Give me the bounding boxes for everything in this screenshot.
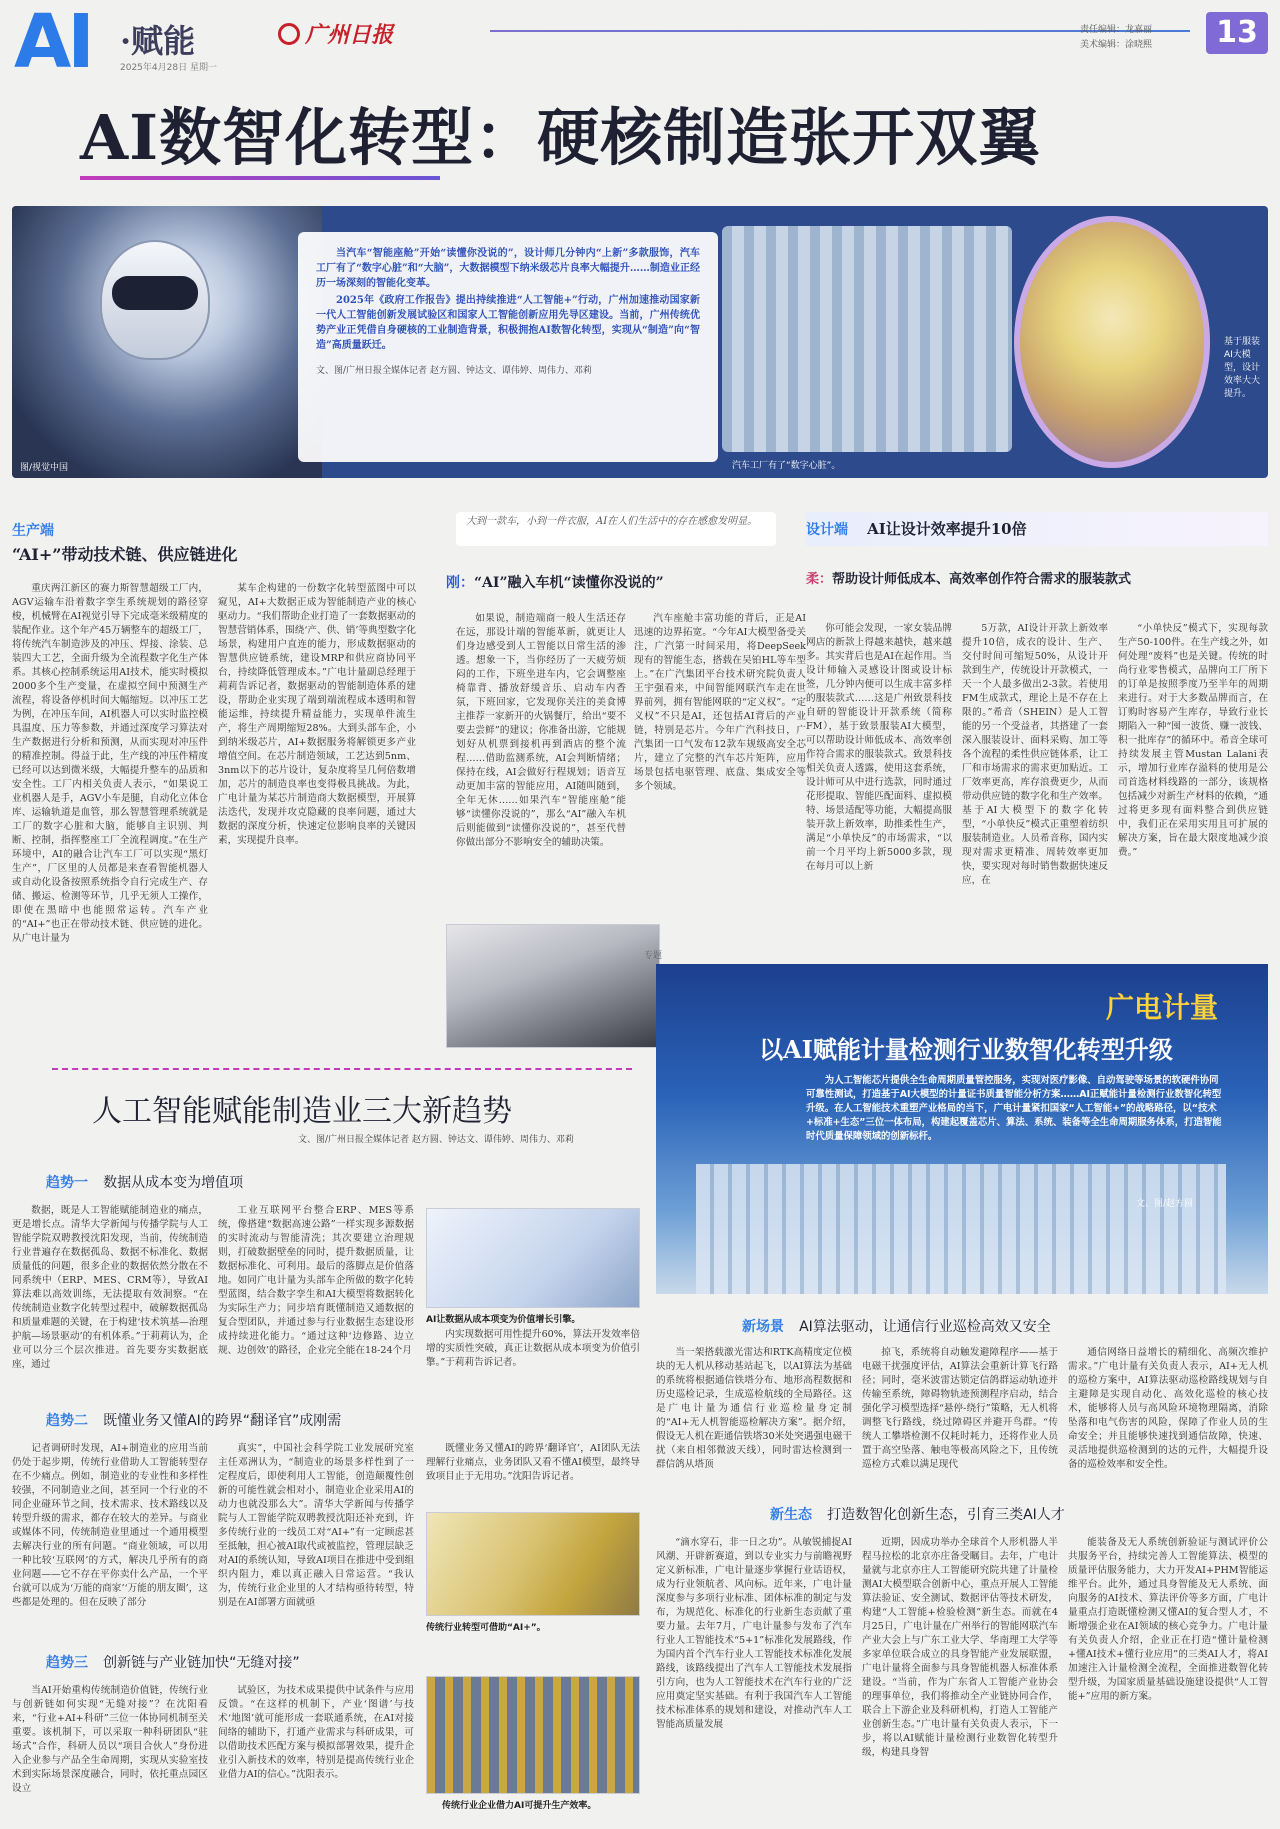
production-col-2: 某车企构建的一份数字化转型蓝图中可以窥见，AI+大数据正成为智能制造产业的核心驱动力。“我们帮助企业打造了一套数据驱动的智慧营销体系，围绕‘产、供、销’等典型数字化场景，构建用户直连的能力，形成数据驱动的智慧供应链系统，建设MRP和供应商协同平台，持续降低管理成本。”广电计量副总经理于莉莉告诉记者，数据驱动的智能制造体系的建设，帮助企业实现了端到端流程成本透明和智能运维，持续提升精益能力，实现单件流生产，将生产周期缩短28%。大到头部车企，小到纳米级芯片，AI+数据服务将解锁更多产业增值空间。在芯片制造领域，工艺达到5nm、3nm以下的芯片设计，复杂度将呈几何倍数增加，芯片的制造良率也变得极具挑战。为此，广电计量为某芯片制造商大数据模型，开展算法迭代，发现并攻克隐藏的良率问题，通过大数据的深度分析，快速定位影响良率的关键因素，实现提升良率。 bbox=[218, 583, 416, 846]
trend-2-title: 既懂业务又懂AI的跨界“翻译官”成刚需 bbox=[103, 1413, 342, 1429]
robot-visor-shape bbox=[112, 276, 198, 310]
lead-byline: 文、图/广州日报全媒体记者 赵方圆、钟达文、谭伟婷、周伟力、邓莉 bbox=[316, 366, 592, 376]
section-name: ·赋能 bbox=[120, 22, 196, 60]
trends-section bbox=[12, 1060, 640, 1825]
car-title-text: “AI”融入车机“读懂你没说的” bbox=[474, 575, 664, 591]
hero-middle-caption: 汽车工厂有了“数字心脏”。 bbox=[732, 461, 841, 471]
trend-1-col-1: 数据，既是人工智能赋能制造业的痛点，更是增长点。清华大学新闻与传播学院与人工智能学院双聘教授沈阳发现，当前，传统制造行业普遍存在数据孤岛、数据不标准化、数据质量低的问题，很多企业的数据依然分散在不同系统中（ERP、MES、CRM等），导致AI算法难以高效训练，无法提取有效洞察。“在传统制造业数字化转型过程中，破解数据孤岛和质量难题的关键，在于构建‘技术筑基—治理护航—场景驱动’的有机体系。”于莉莉认为，企业可以分三个层次推进。首先要夯实数据底座，通过 bbox=[12, 1205, 208, 1370]
lead-paragraph-2: 2025年《政府工作报告》提出持续推进“人工智能+”行动，广州加速推动国家新一代人工智能创新发展试验区和国家人工智能创新应用先导区建设。当前，广州传统优势产业正凭借自身硬核的工业制造背景，积极拥抱AI数智化转型，实现从“制造”向“智造”高质量跃迁。 bbox=[316, 295, 700, 351]
car-title-label: 刚： bbox=[446, 575, 474, 591]
hero-left-caption: 图/视觉中国 bbox=[20, 463, 69, 473]
paper-emblem-icon bbox=[278, 23, 300, 45]
art-editor-credit: 美术编辑：涂晓熙 bbox=[1080, 40, 1153, 50]
trend-1-caption: AI让数据从成本项变为价值增长引擎。 bbox=[426, 1315, 581, 1325]
ribbon-quote: 大到一款车，小到一件衣服，AI在人们生活中的存在感愈发明显。 bbox=[456, 512, 776, 546]
lead-paragraph-1: 当汽车“智能座舱”开始“读懂你没说的”，设计师几分钟内“上新”多款服饰，汽车工厂有了“数字心脏”和“大脑”，大数据模型下纳米级芯片良率大幅提升……制造业正经历一场深刻的智能化变革。 bbox=[316, 248, 700, 289]
grg-title: 以AI赋能计量检测行业数智化转型升级 bbox=[759, 1035, 1173, 1064]
car-col-2: 汽车座舱丰富功能的背后，正是AI迅速的边界拓宽。“今年AI大模型备受关注，广汽第一时间采用，将DeepSeek现有的智能生态，搭载在吴铂HL等车型上。”在广汽集团平台技术研究院负责人王宇强看来，中间智能网联汽车走在世界前列，拥有智能网联的“定义权”。“定义权”不只是AI，还包括AI背后的产业链，特别是芯片。今年广汽科技日，广汽集团一口气发布12款车规级高安全芯片，建立了完整的汽车芯片矩阵，应用场景包括电驱管理、底盘、集成安全等多个领域。 bbox=[634, 613, 806, 792]
trend-3-title: 创新链与产业链加快“无缝对接” bbox=[103, 1655, 300, 1671]
lead-panel bbox=[298, 232, 718, 462]
trend-2-col-1: 记者调研时发现，AI+制造业的应用当前仍处于起步期，传统行业借助人工智能转型存在不少痛点。例如，制造业的专业性和多样性较强，不同制造业之间，甚至同一个行业的不同企业碰环节之间，技术需求、技术路线以及转型升级的需求，都存在较大的差异。与商业或媒体不同，传统制造业里通过一个通用模型去解决行业的所有问题。“商业领域，可以用一种比较‘互联网’的方式，解决几乎所有的商业问题——它不存在平你卖什么产品，一个平台就可以成为‘万能的商家’‘万能的朋友圈’，这些都是处理的。但在反映了部分 bbox=[12, 1443, 208, 1608]
design-subtitle bbox=[806, 568, 1268, 587]
hero-fashion-photo bbox=[1014, 216, 1210, 468]
grg-intro: 为人工智能芯片提供全生命周期质量管控服务，实现对医疗影像、自动驾驶等场景的软硬件协同可靠性测试，打造基于AI大模型的计量证书质量智能分析方案……AI正赋能计量检测行业数智化转型升级。在人工智能技术重塑产业格局的当下，广电计量紧扣国家“人工智能+”的战略路径，以“技术+标准+生态”三位一体布局，构建起覆盖芯片、算法、系统、装备等全生命周期服务体系，打造智能时代质量保障领域的创新标杆。 bbox=[806, 1075, 1222, 1142]
trends-byline: 文、图/广州日报全媒体记者 赵方圆、钟达文、谭伟婷、周伟力、邓莉 bbox=[298, 1135, 574, 1145]
design-tag-title: AI让设计效率提升10倍 bbox=[867, 520, 1027, 538]
grg-scene-col-2: 掠飞，系统将自动触发避障程序——基于电磁干扰强度评估，AI算法会重新计算飞行路径；同时，毫米波雷达锁定信鸽群运动轨迹并传输至系统，障碍物轨迹预测程序启动，结合强化学习模型选择“悬停-绕行”策略，无人机将调整飞行路线，绕过障碍区并避开鸟群。“传统人工攀塔检测不仅耗时耗力，还将作业人员置于高空坠落、触电等极高风险之下，且传统巡检方式难以满足现代 bbox=[862, 1347, 1058, 1470]
grg-section bbox=[656, 964, 1268, 1824]
masthead bbox=[0, 0, 1280, 85]
grg-scene-col-3: 通信网络日益增长的精细化、高频次维护需求。”广电计量有关负责人表示，AI+无人机的巡检方案中，AI算法驱动巡检路线规划与自主避障是实现自动化、高效化巡检的核心技术，能够将人员与高风险环境物理隔离，消除坠落和电气伤害的风险，保障了作业人员的生命安全；并且能够快速找到通信故障，快速、灵活地提供巡检测到的达的元件，大幅提升设备的巡检效率和安全性。 bbox=[1068, 1347, 1268, 1470]
paper-name: 广州日报 bbox=[305, 22, 394, 48]
design-tag-bar bbox=[806, 512, 1268, 546]
design-subtitle-text: 帮助设计师低成本、高效率创作符合需求的服装款式 bbox=[832, 572, 1132, 587]
grg-scene-label: 新场景 bbox=[742, 1319, 784, 1335]
editor-credit: 责任编辑：龙嘉丽 bbox=[1080, 25, 1153, 35]
grg-scene-col-1: 当一架搭载激光雷达和RTK高精度定位模块的无人机从移动基站起飞，以AI算法为基础的系统将根据通信铁塔分布、地形高程数据和历史巡检记录，生成巡检航线的全局路径。这是广电计量为通信行业巡检量身定制的“AI+无人机智能巡检解决方案”。据介绍，假设无人机在距通信铁塔30米处突遇强电磁干扰（来自相邻微波天线），同时雷达检测到一群信鸽从塔顶 bbox=[656, 1347, 852, 1470]
design-tag: 设计端 bbox=[806, 522, 848, 538]
trend-2-label: 趋势二 bbox=[46, 1413, 88, 1429]
car-title bbox=[446, 572, 806, 592]
trends-headline: 人工智能赋能制造业三大新趋势 bbox=[92, 1094, 512, 1129]
grg-building-shape bbox=[696, 1164, 1226, 1294]
production-col-1: 重庆两江新区的赛力斯智慧超级工厂内，AGV运输车沿着数字孪生系统规划的路径穿梭，机械臂在AI视觉引导下完成毫米级精度的装配作业。这个年产45万辆整车的超级工厂，将传统汽车制造涉及的冲压、焊接、涂装、总装四大工艺，全面升级为全流程数字化生产体系。其核心控制系统运用AI技术，能实时模拟2000多个生产变量，在虚拟空间中预测生产流程，将设备停机时间大幅缩短。以冲压工艺为例，在冲压车间，AI机器人可以实时监控模具温度、压力等参数，并通过深度学习算法对生产数据进行分析和预测，从而实现对冲压件的精准控制。得益于此，生产线的冲压件精度已经可以达到微米级，大幅提升整车的品质和安全性。工厂内相关负责人表示，“如果说工业机器人是手，AGV小车是腿，自动化立体仓库、运输轨道是血管，那么智慧管理系统就是工厂的数字心脏和大脑，能够自主识别、判断、控制，指挥整座工厂全流程调度。”在生产环境中，AI的融合让汽车工厂可以实现“黑灯生产”，厂区里的人员都是来查看智能机器人或自动化设备按照系统指令自行完成生产、存储、搬运、检测等环节，几乎无须人工操作，即使在黑暗中也能照常运转。汽车产业的“AI+”也正在带动技术链、供应链的进化。从广电计量为 bbox=[12, 583, 208, 944]
trend-2-header bbox=[46, 1410, 341, 1430]
grg-banner bbox=[656, 964, 1268, 1294]
grg-eco-col-3: 能装备及无人系统创新验证与测试评价公共服务平台，持续完善人工智能算法、模型的质量评估服务能力，大力开发AI+PHM智能运维平台。此外，通过具身智能及无人系统、面向服务的AI技术、算法评价等多方面，广电计量重点打造既懂检测又懂AI的复合型人才，不断增强企业在AI领域的核心竞争力。广电计量有关负责人介绍，企业正在打造“懂计量检测+懂AI技术+懂行业应用”的三类AI人才，将AI加速注入计量检测全流程，全面推进数智化转型升级，为国家质量基础设施建设提供“人工智能+”应用的新方案。 bbox=[1068, 1537, 1268, 1702]
trend-1-header bbox=[46, 1172, 243, 1192]
grg-eco-col-1: “滴水穿石，非一日之功”。从敏锐捕捉AI风潮、开辟新赛道，到以专业实力与前瞻视野定义新标准，广电计量逐步掌握行业话语权，成为行业领航者、风向标。近年来，广电计量深度参与多项行业标准、团体标准的制定与发布，为规范化、标准化的行业新生态贡献了重要力量。去年7月，广电计量参与发布了汽车行业人工智能技术“5+1”标准化发展路线，作为国内首个汽车行业人工智能技术标准化发展路线，该路线提出了汽车人工智能技术发展指引方向，也为人工智能技术在汽车行业的广泛应用奠定坚实基础。有利于我国汽车人工智能技术标准体系的规划和建设，对推动汽车人工智能高质量发展 bbox=[656, 1537, 852, 1730]
production-tag: 生产端 bbox=[12, 523, 54, 539]
hero-banner bbox=[12, 206, 1268, 478]
grg-brand: 广电计量 bbox=[1106, 991, 1219, 1024]
grg-byline: 文、图/赵方圆 bbox=[1136, 1199, 1194, 1209]
car-cockpit-photo bbox=[446, 924, 663, 1048]
production-title: “AI+”带动技术链、供应链进化 bbox=[12, 545, 238, 564]
trends-divider bbox=[52, 1068, 632, 1070]
trend-1-photo bbox=[426, 1208, 640, 1308]
main-headline: AI数智化转型：硬核制造张开双翼 bbox=[80, 101, 1042, 174]
grg-scene-title: AI算法驱动，让通信行业巡检高效又安全 bbox=[799, 1319, 1051, 1335]
grg-eco-title: 打造数智化创新生态，引育三类AI人才 bbox=[827, 1507, 1065, 1523]
trend-3-header bbox=[46, 1652, 300, 1672]
grg-eco-col-2: 近期，因成功举办全球首个人形机器人半程马拉松的北京亦庄备受瞩目。去年，广电计量就与北京亦庄人工智能研究院共建了计量检测AI大模型联合创新中心，重点开展人工智能算法验证、安全测试、数据评估等技术研发，构建“人工智能+检验检测”新生态。而就在4月25日，广电计量在广州举行的智能网联汽车产业大会上与广东工业大学、华南理工大学等多家单位联合成立的具身智能产业发展联盟，广电计量将全面参与具身智能机器人标准体系建设。“当前，作为广东省人工智能产业协会的理事单位，我们将推动全产业链协同合作，联合上下游企业及科研机构，打造人工智能产业创新生态。”广电计量有关负责人表示，下一步，将以AI赋能计量检测行业数智化转型升级，构建具身智 bbox=[862, 1537, 1058, 1758]
trend-2-photo bbox=[426, 1512, 640, 1616]
trend-3-col-2: 试验区，为技术成果提供中试条件与应用反馈。“在这样的机制下，产业‘图谱’与技术‘地图’就可能形成一套联通系统，在AI对接间络的辅助下，打通产业需求与科研成果，可以借助技术匹配方案与模拟部署效果，提升企业引入新技术的效率，特别是提高传统行业企业借力AI的信心。”沈阳表示。 bbox=[218, 1685, 414, 1780]
trend-3-label: 趋势三 bbox=[46, 1655, 88, 1671]
design-section bbox=[806, 512, 1268, 952]
trend-2-caption: 传统行业转型可借助“AI+”。 bbox=[426, 1623, 546, 1633]
trend-2-col-2: 真实”，中国社会科学院工业发展研究室主任邓洲认为，“制造业的场景多样性到了一定程度后，即使利用人工智能，创造颠覆性创新的可能性就会相对小，制造业企业采用AI的动力也就没那么大”。清华大学新闻与传播学院与人工智能学院双聘教授沈阳还补充到，许多传统行业的一线员工对“AI+”有一定顾虑甚至抵触，担心被AI取代或被监控，管理层缺乏对AI的系统认知，导致AI项目在推进中受到组织内阻力，难以真正融入日常运营。“我认为，传统行业企业里的人才结构亟待转型，特别是在AI部署方面就亟 bbox=[218, 1443, 414, 1608]
trend-2-col-3: 既懂业务又懂AI的跨界‘翻译官’，AI团队无法理解行业痛点，业务团队又看不懂AI模型，最终导致项目止于无用功。”沈阳告诉记者。 bbox=[426, 1443, 640, 1482]
trend-3-photo bbox=[426, 1676, 640, 1794]
ai-logo: AI bbox=[14, 0, 91, 85]
page-number: 13 bbox=[1206, 12, 1268, 54]
grg-eco-header bbox=[770, 1504, 1065, 1524]
trend-1-title: 数据从成本变为增值项 bbox=[103, 1175, 244, 1191]
design-col-1: 你可能会发现，一家女装品牌网店的新款上得越来越快，越来越多。其实背后也是AI在起作用。当设计师输入灵感设计图或设计标签，几分钟内便可以生成丰富多样的服装款式……这是广州致景科技自研的智能设计开款系统（简称FM），基于致景服装AI大模型，可以帮助设计师低成本、高效率创作符合需求的服装款式。致景科技相关负责人透露，使用这套系统，设计师可从中进行选款，同时通过花形提取、智能匹配面料、虚拟模特、场景适配等功能，大幅提高服装开款上新效率，助推柔性生产，满足“小单快反”的市场需求，“以前一个月平均上新5000多款，现在每月可以上新 bbox=[806, 623, 952, 872]
special-tag: 专题 bbox=[644, 951, 663, 961]
trend-3-col-1: 当AI开始重构传统制造价值链，传统行业与创新链如何实现“无缝对接”？在沈阳看来，“行业+AI+科研”三位一体协同机制至关重要。该机制下，可以采取一种科研团队“驻场式”合作，科研人员以“项目合伙人”身份进入企业参与产品全生命周期，实现从实验室技术到实际场景深度融合，同时，依托重点园区设立 bbox=[12, 1685, 208, 1794]
design-col-2: 5万款，AI设计开款上新效率提升10倍，成衣的设计、生产、交付时间可缩短50%，从设计开款到生产，传统设计开款模式，一天一个人最多做出2-3款。若使用FM生成款式，理论上是不存在上限的。”希音（SHEIN）是人工智能的另一个受益者，其搭建了一套深入服装设计、面料采购、加工等各个流程的柔性供应链体系，让工厂和市场需求的需求更加贴近。工厂效率更高，库存浪费更少，从而带动供应链的数字化和生产效率。基于AI大模型下的数字化转型，“小单快反”模式正重塑着纺织服装制造业。人员希音称，国内实现对需求更精准、周转效率更加快，要实现对每时销售数据快速反应，在 bbox=[962, 623, 1108, 886]
headline-ai-accent bbox=[80, 176, 440, 180]
hero-right-caption: 基于服装AI大模型，设计效率大大提升。 bbox=[1224, 337, 1261, 399]
trend-1-col-3: 内实现数据可用性提升60%，算法开发效率倍增的实质性突破，真正让数据从成本项变为价值引擎。”于莉莉告诉记者。 bbox=[426, 1329, 640, 1368]
grg-scene-header bbox=[742, 1316, 1051, 1336]
hero-factory-photo bbox=[722, 226, 1012, 452]
issue-date: 2025年4月28日 星期一 bbox=[120, 63, 217, 73]
trend-1-label: 趋势一 bbox=[46, 1175, 88, 1191]
production-section bbox=[12, 520, 416, 1060]
trend-3-caption: 传统行业企业借力AI可提升生产效率。 bbox=[442, 1801, 597, 1811]
paper-logo bbox=[278, 18, 448, 52]
trend-1-col-2: 工业互联网平台整合ERP、MES等系统，像搭建“数据高速公路”一样实现多源数据的实时流动与智能清洗；其次要建立治理规则，打破数据壁垒的同时，提升数据质量，让数据标准化、可利用。最后的落脚点是价值落地。如同广电计量为头部车企所做的数字化转型蓝图，结合数字孪生和AI大模型将数据转化为实际生产力；同步培育既懂制造又通数据的复合型团队，并通过参与行业数据生态建设形成持续进化能力。“通过这种‘边修路、边立规、边创效’的路径，企业完全能在18-24个月 bbox=[218, 1205, 414, 1356]
design-subtitle-label: 柔： bbox=[806, 572, 833, 587]
grg-eco-label: 新生态 bbox=[770, 1507, 812, 1523]
car-col-1: 如果说，制造端商一般人生活还存在远，那设计端的智能革新，就更让人们身边感受到人工智能以日常生活的渗透。想象一下，当你经历了一天疲劳烦闷的工作，下班坐进车内，它会调整座椅靠背、播放舒缓音乐、启动车内香氛，下班回家，它发现你关注的美食博主推荐一家新开的火锅餐厅，给出“要不要去尝鲜”的建议；你准备出游，它能规划好从机票到接机再到酒店的整个流程……借助监测系统，AI会判断情绪；保持在线，AI会做好行程规划；语音互动更加丰富的智能应用，AI随叫随到，全年无休……如果汽车“智能座舱”能够“读懂你没说的”，那么“AI”融入车机后则能做到“读懂你没说的”，甚至代替你做出部分不影响安全的辅助决策。 bbox=[456, 613, 626, 848]
design-col-3: “小单快反”模式下，实现每款生产50-100件。在生产线之外，如何处理“废料”也是关键。传统的时尚行业零售模式，品牌向工厂所下的订单是按照季度乃至半年的周期来进行。对于大多数品牌而言，在订购时容易产生库存，导致行业长期陷入一种“囤一波货、赚一波钱、积一批库存”的循环中。希音全球可持续发展主管Mustan Lalani表示，增加行业库存溢料的使用是公司首选材料线路的一部分，该规格包括减少对新生产材料的依赖，“通过将更多现有面料整合到供应链中，我们正在采用实用且可扩展的解决方案，旨在最大限度地减少浪费。” bbox=[1118, 623, 1268, 858]
